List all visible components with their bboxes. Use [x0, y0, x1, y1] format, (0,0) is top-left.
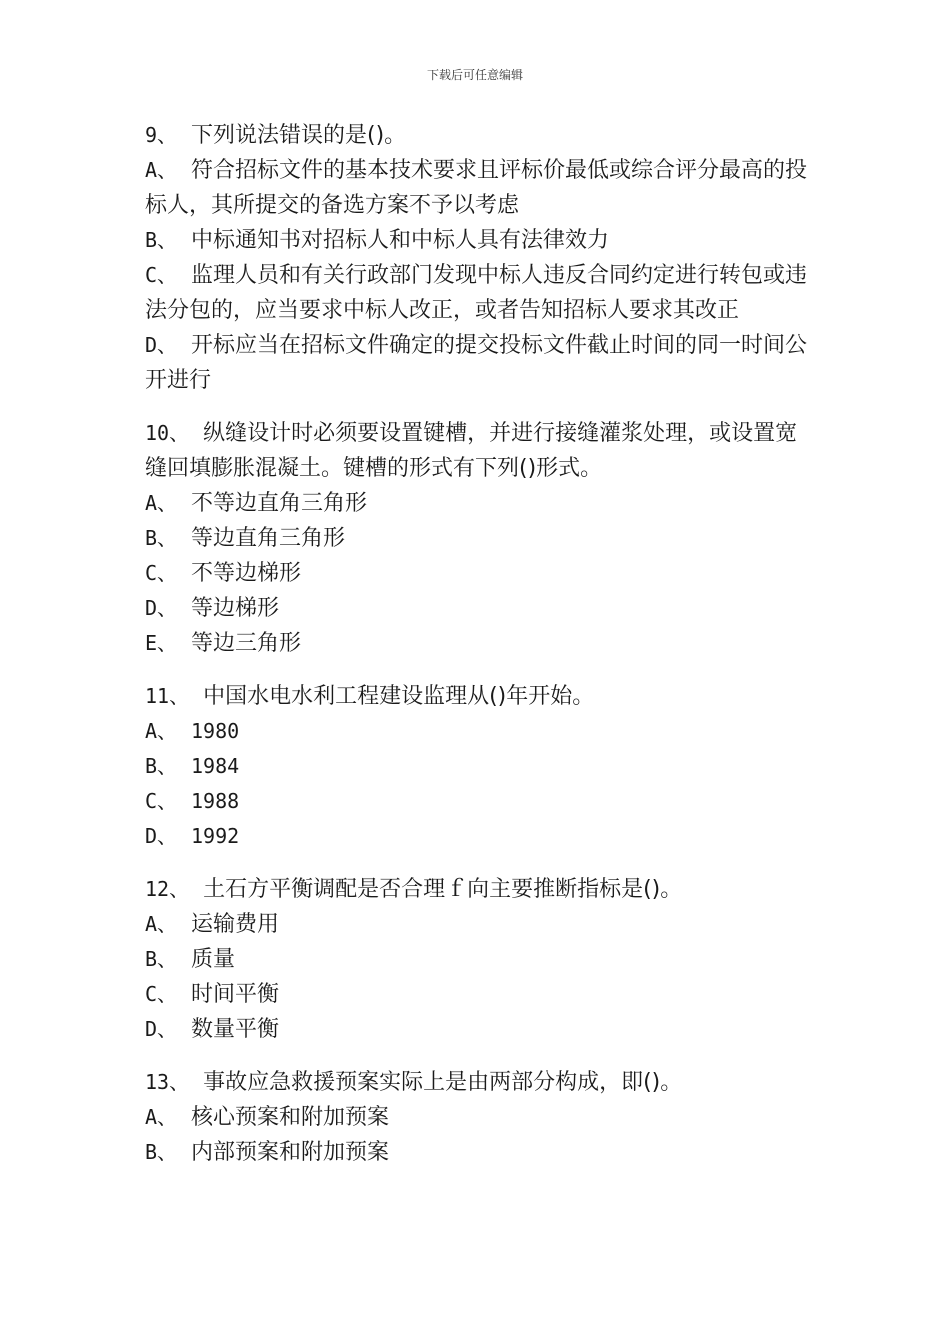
option-text: 等边三角形: [191, 631, 302, 656]
option-text: 数量平衡: [191, 1017, 280, 1042]
question-text: 下列说法错误的是()。: [191, 123, 407, 148]
option-text: 1988: [191, 789, 240, 813]
option-label: C、: [145, 789, 178, 813]
option-text: 符合招标文件的基本技术要求且评标价最低或综合评分最高的投标人，其所提交的备选方案不予以考虑: [145, 158, 808, 218]
question-stem: [145, 679, 810, 714]
option-label: B、: [145, 1140, 178, 1164]
question-stem: [145, 872, 810, 907]
option-text: 运输费用: [191, 912, 280, 937]
option-text: 中标通知书对招标人和中标人具有法律效力: [191, 228, 610, 253]
option-label: D、: [145, 824, 178, 848]
option-label: B、: [145, 228, 178, 252]
option-label: D、: [145, 1017, 178, 1041]
option-label: A、: [145, 1105, 178, 1129]
option-e: [145, 626, 810, 661]
option-c: [145, 556, 810, 591]
option-a: [145, 1100, 810, 1135]
option-label: C、: [145, 982, 178, 1006]
question-text: 纵缝设计时必须要设置键槽，并进行接缝灌浆处理，或设置宽缝回填膨胀混凝土。键槽的形式有下列()形式。: [145, 421, 798, 481]
question-11: [145, 679, 810, 854]
question-13: [145, 1065, 810, 1170]
question-stem: [145, 416, 810, 486]
option-text: 1984: [191, 754, 240, 778]
option-d: [145, 819, 810, 854]
option-label: E、: [145, 631, 178, 655]
option-text: 监理人员和有关行政部门发现中标人违反合同约定进行转包或违法分包的，应当要求中标人改正，或者告知招标人要求其改正: [145, 263, 808, 323]
question-number: 11、: [145, 684, 190, 708]
option-text: 等边直角三角形: [191, 526, 346, 551]
option-c: [145, 977, 810, 1012]
option-c: [145, 258, 810, 328]
question-9: [145, 118, 810, 398]
option-label: B、: [145, 754, 178, 778]
option-d: [145, 1012, 810, 1047]
option-a: [145, 486, 810, 521]
option-label: B、: [145, 947, 178, 971]
option-label: A、: [145, 912, 178, 936]
option-b: [145, 521, 810, 556]
option-a: [145, 907, 810, 942]
question-text: 中国水电水利工程建设监理从()年开始。: [203, 684, 595, 709]
option-text: 1980: [191, 719, 240, 743]
option-label: B、: [145, 526, 178, 550]
option-b: [145, 223, 810, 258]
option-a: [145, 714, 810, 749]
option-label: A、: [145, 719, 178, 743]
document-body: [145, 118, 810, 1188]
option-text: 开标应当在招标文件确定的提交投标文件截止时间的同一时间公开进行: [145, 333, 808, 393]
question-10: [145, 416, 810, 661]
option-label: D、: [145, 333, 178, 357]
option-text: 时间平衡: [191, 982, 280, 1007]
page-header: 下载后可任意编辑: [426, 68, 523, 82]
question-number: 10、: [145, 421, 190, 445]
option-c: [145, 784, 810, 819]
option-label: A、: [145, 158, 178, 182]
option-b: [145, 1135, 810, 1170]
option-text: 1992: [191, 824, 240, 848]
option-text: 内部预案和附加预案: [191, 1140, 390, 1165]
question-stem: [145, 118, 810, 153]
option-text: 不等边直角三角形: [191, 491, 368, 516]
option-text: 质量: [191, 947, 236, 972]
option-text: 不等边梯形: [191, 561, 302, 586]
question-text: 土石方平衡调配是否合理ｆ向主要推断指标是()。: [203, 877, 683, 902]
option-label: D、: [145, 596, 178, 620]
option-d: [145, 591, 810, 626]
option-label: A、: [145, 491, 178, 515]
option-text: 等边梯形: [191, 596, 280, 621]
option-b: [145, 942, 810, 977]
question-text: 事故应急救援预案实际上是由两部分构成，即()。: [203, 1070, 683, 1095]
option-a: [145, 153, 810, 223]
question-12: [145, 872, 810, 1047]
option-label: C、: [145, 561, 178, 585]
option-d: [145, 328, 810, 398]
question-stem: [145, 1065, 810, 1100]
option-label: C、: [145, 263, 178, 287]
question-number: 13、: [145, 1070, 190, 1094]
question-number: 9、: [145, 123, 178, 147]
option-b: [145, 749, 810, 784]
option-text: 核心预案和附加预案: [191, 1105, 390, 1130]
question-number: 12、: [145, 877, 190, 901]
